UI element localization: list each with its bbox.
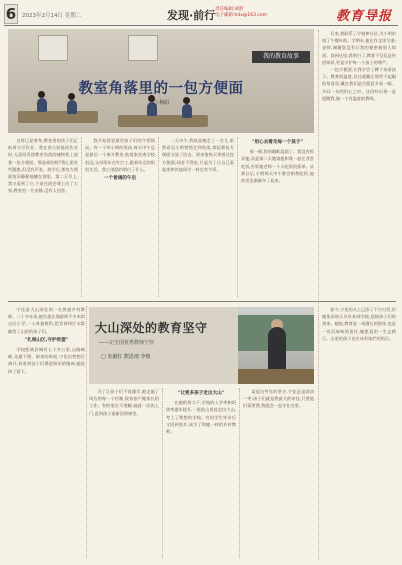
article-column xyxy=(322,306,396,558)
column-divider xyxy=(81,137,82,297)
paragraph: 宁佳是大山深处的一名普通乡村教师。二十多年来,她扎根在海拔两千多米的山区小学,一人身兼数科,把青春和汗水都献给了山里的孩子们。 xyxy=(8,307,85,334)
column-divider xyxy=(158,137,159,297)
column-divider xyxy=(237,137,238,297)
desk xyxy=(118,115,208,127)
subheading: 一个普通的午后 xyxy=(103,176,137,182)
page-number: 6 xyxy=(5,5,17,23)
column-divider xyxy=(162,388,163,558)
header-rule xyxy=(4,25,398,26)
window xyxy=(38,35,68,61)
lead-author: □ 杨阳 xyxy=(152,100,170,106)
article-column xyxy=(166,388,236,558)
article-separator xyxy=(8,301,396,302)
article-column xyxy=(85,137,155,297)
paragraph: 学校距离县城有七十多公里,山路崎岖,交通不便。刚来的时候,宁佳也曾想过离开,但看到孩子们渴望知识的眼神,她选择了留下。 xyxy=(8,347,85,374)
paragraph: 一包方便面,让我学会了蹲下来看孩子。教育的温度,往往就藏在那些不起眼的角落里,藏在我们是否愿意多看一眼、多问一句的用心之中。这份经历将一直提醒我,做一个有温度的教师。 xyxy=(322,67,396,101)
paragraph: 在她的努力下,学校的入学率和巩固率逐年提升,一批批山里娃走出大山,考上了理想的学校。有的学生毕业后又回到家乡,成为了和她一样的乡村教师。 xyxy=(166,400,236,435)
article-column xyxy=(89,388,159,558)
paragraph: 一天中午,我故意晚走了一会儿,果然看见小明悄悄走到角落,拿起那包方便面又放了回去。原来他每天带着这包方便面,却舍不得吃,只是为了让自己看起来和其他同学一样也有午饭。 xyxy=(162,138,234,172)
subheading: "让更多孩子走出大山" xyxy=(177,391,225,396)
student xyxy=(182,104,192,118)
paragraph: 这时已是寒冬,教室里的孩子们正低着头写作业。我在讲台前批改作业时,无意间发现教室角落的储物柜上放着一包方便面。那是谁的呢?我心里有些疑惑,但没有声张。放学后,那包方便面依旧静静地躺在那里。第二天早上,我又看到了它,于是在班会课上问了大家,教室里一片安静,没有人回答。 xyxy=(8,138,78,194)
paragraph: 为了让孩子们不再辍学,她走遍了周边的每一个村寨,挨家挨户做家长的工作。有的家长不理解,她就一次次上门,直到孩子重新回到课堂。 xyxy=(89,389,159,416)
article-column xyxy=(162,137,234,297)
article-column xyxy=(322,30,396,298)
window xyxy=(128,35,158,61)
column-divider xyxy=(318,30,319,560)
page-header xyxy=(4,4,398,26)
lead-banner-photo xyxy=(8,29,314,133)
column-divider xyxy=(239,388,240,558)
second-article-header xyxy=(89,307,314,384)
column-name: 发现·前行 xyxy=(167,9,216,22)
paragraph: 后来,我联系了学校和社区,为小明申请了午餐补助。学期末,他在作文里写道:老师,谢谢您没有让我的秘密被别人知道。读到这里,我明白了,教育不仅仅是传授知识,更是守护每一个孩子的尊严。 xyxy=(322,31,396,65)
paragraph: 谈起这些年的坚守,宁佳总是淡淡一笑:孩子们就是我最大的牵挂,只要他们需要我,我就会一直守在这里。 xyxy=(243,389,314,409)
second-article-author: □ 朱毅红 熊思雨 李俊 xyxy=(101,354,151,360)
newspaper-logo: 教育导报 xyxy=(335,9,392,24)
second-article-title: 大山深处的教育坚守 xyxy=(95,321,208,335)
paragraph: 我开始留意班里孩子们的午饭情况。有一个叫小明的男孩,每天中午总是最后一个离开教室,他说家里离学校很远,父母常年在外打工,跟着年迈的奶奶生活。我心里隐约明白了什么。 xyxy=(85,138,155,172)
editor-line: 责任编辑:胡舒 xyxy=(215,7,244,12)
teacher-figure xyxy=(268,327,286,372)
teacher-photo xyxy=(238,307,314,384)
editor-email: 电子邮箱:hdx@163.com xyxy=(215,13,268,18)
paragraph: 那一刻,我的眼眶湿润了。我没有拆穿他,而是第二天邀请他和我一起在食堂吃饭,告诉他老师一个人吃饭很孤单。从那以后,小明每天中午都会陪我吃饭,他的话也渐渐多了起来。 xyxy=(241,149,314,184)
article-column xyxy=(243,388,314,558)
paragraph: 如今,宁佳的头上已添了不少白发,但她依旧每天早早来到学校,迎接孩子们的到来。她说,教育是一场漫长的陪伴,也是一份沉甸甸的责任,她愿意用一生去践行。山里的孩子也应该有灿烂的明天。 xyxy=(322,307,396,341)
section-tag: 我的教育故事 xyxy=(252,51,310,63)
subheading: "用心去看见每一个孩子" xyxy=(252,140,303,145)
second-article-subtitle: ——记全国优秀教师宁佳 xyxy=(99,340,155,346)
issue-date: 2023年2月14日 星期二 xyxy=(22,13,82,19)
article-column xyxy=(8,306,85,558)
article-column xyxy=(241,137,314,297)
editor-info xyxy=(215,7,267,19)
article-column xyxy=(8,137,78,297)
desk xyxy=(18,111,98,123)
subheading: "扎根山区,守护希望" xyxy=(24,337,69,343)
column-divider xyxy=(86,306,87,558)
lead-title: 教室角落里的一包方便面 xyxy=(78,81,244,97)
desk xyxy=(238,369,314,384)
